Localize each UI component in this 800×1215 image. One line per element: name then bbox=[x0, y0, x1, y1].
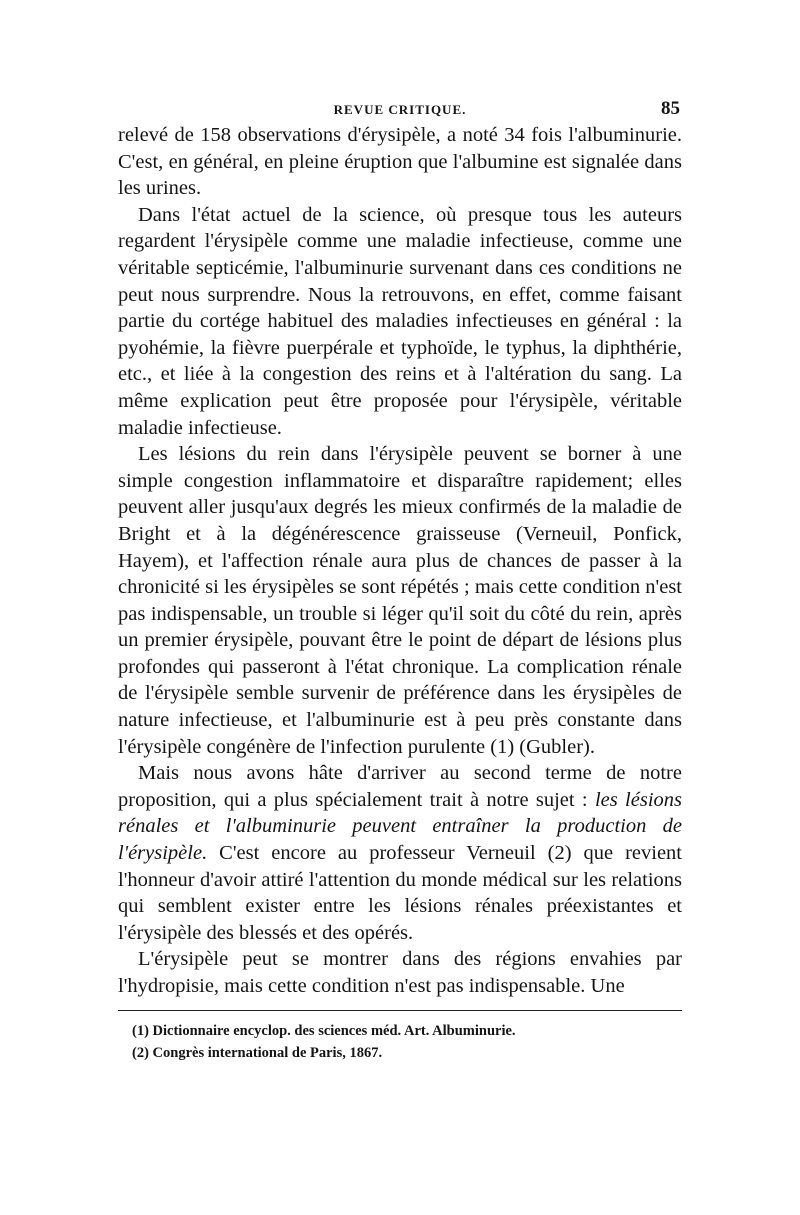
paragraph-4-italic-proposition: les lésions rénales et l'albuminurie peuvent entraîner la production de l'érysipèle. bbox=[118, 788, 683, 865]
paragraph-4-text-before: Mais nous avons hâte d'arriver au second terme de notre proposition, qui a plus spécialement trait à notre sujet : bbox=[118, 762, 682, 811]
footnote-1: (1) Dictionnaire encyclop. des sciences méd. Art. Albuminurie. bbox=[132, 1022, 516, 1039]
paragraph-2: Dans l'état actuel de la science, où presque tous les auteurs regardent l'érysipèle comme une maladie infectieuse, comme une véritable septicémie, l'albuminurie survenant dans ces conditions ne peut nous surprendre. Nous la retrouvons, en effet, comme faisant partie du cortége habituel des maladies infectieuses en général : la pyohémie, la fièvre puerpérale et typhoïde, le typhus, la diphthérie, etc., et liée à la congestion des reins et à l'altération du sang. La même explication peut être proposée pour l'érysipèle, véritable maladie infectieuse. bbox=[118, 203, 682, 439]
paragraph-4 bbox=[118, 760, 682, 946]
footnotes bbox=[118, 1020, 682, 1064]
running-title: REVUE CRITIQUE. bbox=[333, 102, 467, 117]
paragraph-3: Les lésions du rein dans l'érysipèle peuvent se borner à une simple congestion inflammatoire et disparaître rapidement; elles peuvent aller jusqu'aux degrés les mieux confirmés de la maladie de Bright et à la dégénérescence graisseuse (Verneuil, Ponfick, Hayem), et l'affection rénale aura plus de chances de passer à la chronicité si les érysipèles se sont répétés ; mais cette condition n'est pas indispensable, un trouble si léger qu'il soit du côté du rein, après un premier érysipèle, pouvant être le point de départ de lésions plus profondes qui passeront à l'état chronique. La complication rénale de l'érysipèle semble survenir de préférence dans les érysipèles de nature infectieuse, et l'albuminurie est à peu près constante dans l'érysipèle congénère de l'infection purulente (1) (Gubler). bbox=[118, 443, 682, 758]
body-text bbox=[118, 122, 682, 1000]
footnote-rule bbox=[118, 1010, 682, 1011]
book-page bbox=[118, 96, 682, 1064]
running-head bbox=[118, 96, 682, 122]
paragraph-1: relevé de 158 observations d'érysipèle, a noté 34 fois l'albuminurie. C'est, en général, en pleine éruption que l'albumine est signalée dans les urines. bbox=[118, 124, 682, 200]
paragraph-5: L'érysipèle peut se montrer dans des régions envahies par l'hydropisie, mais cette condition n'est pas indispensable. Une bbox=[118, 948, 682, 997]
page-number: 85 bbox=[661, 98, 680, 119]
paragraph-4-text-after: C'est encore au professeur Verneuil (2) que revient l'honneur d'avoir attiré l'attention du monde médical sur les relations qui semblent exister entre les lésions rénales préexistantes et l'érysipèle des blessés et des opérés. bbox=[118, 842, 682, 944]
footnote-2: (2) Congrès international de Paris, 1867. bbox=[132, 1044, 383, 1061]
